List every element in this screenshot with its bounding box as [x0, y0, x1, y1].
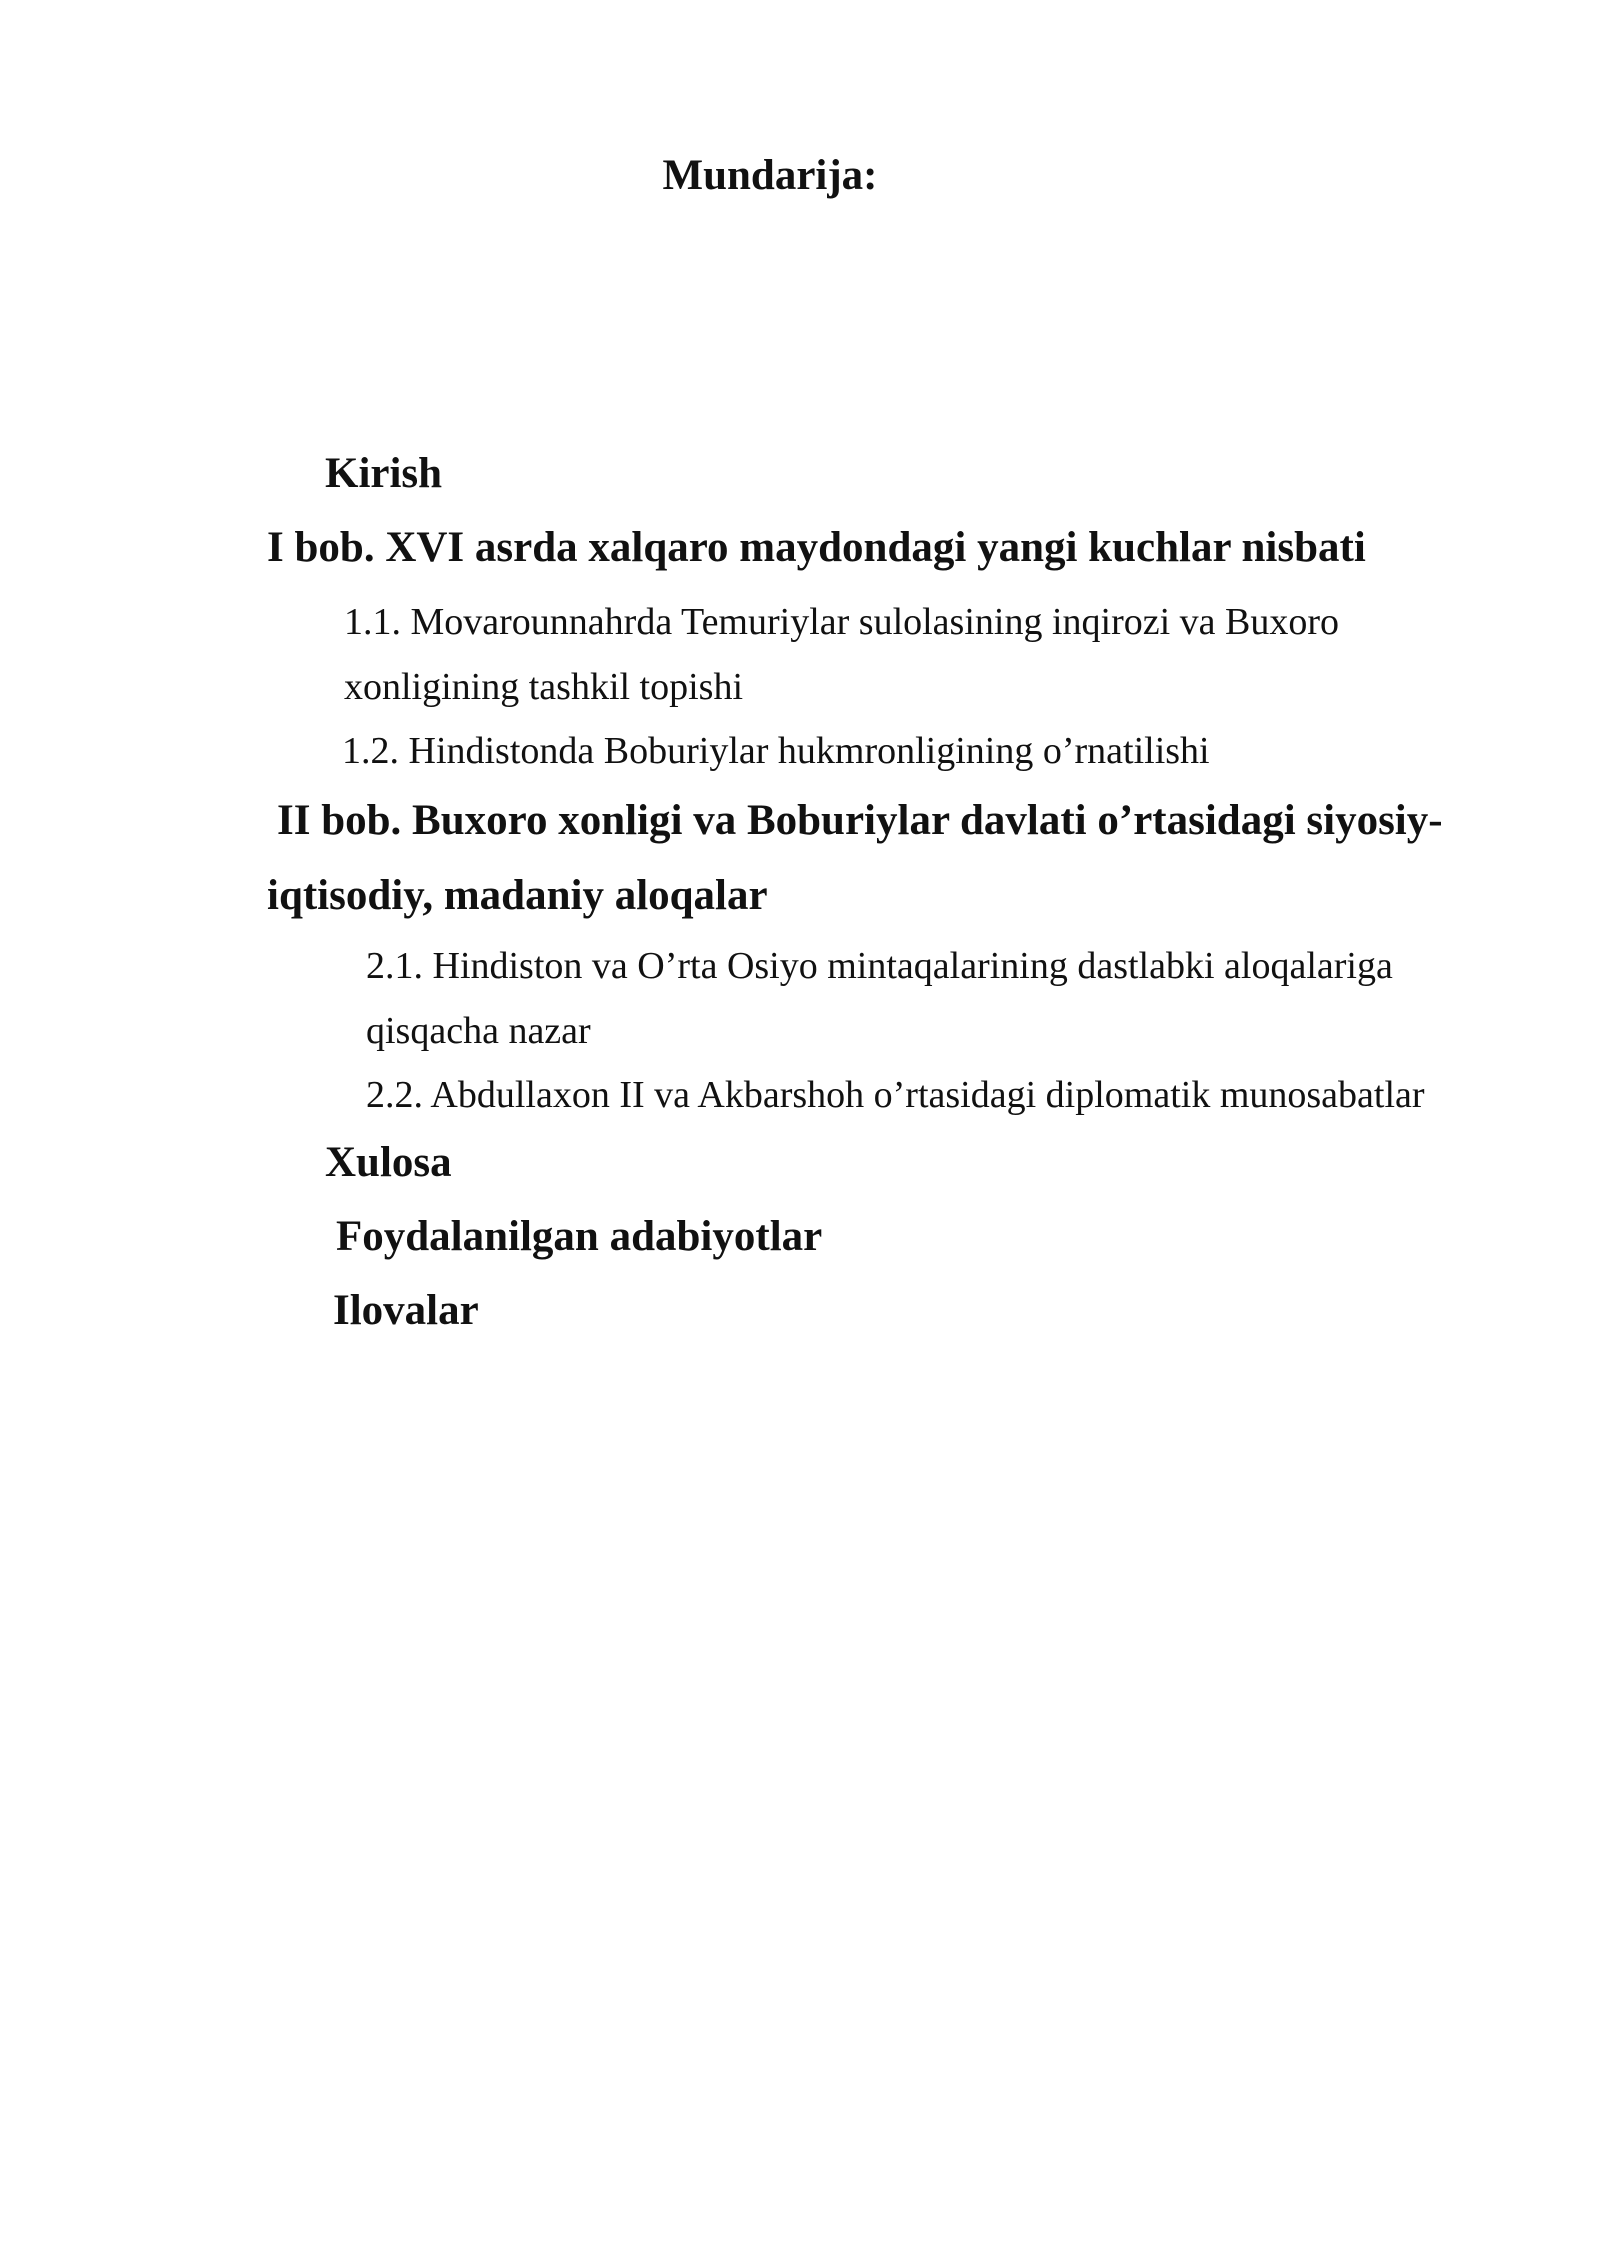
toc-entry-chapter-1: I bob. XVI asrda xalqaro maydondagi yangi kuchlar nisbati [267, 524, 1366, 571]
toc-entry-references: Foydalanilgan adabiyotlar [336, 1213, 823, 1260]
toc-entry-conclusion: Xulosa [325, 1139, 452, 1186]
toc-entry-section-1-2: 1.2. Hindistonda Boburiylar hukmronligining o’rnatilishi [342, 730, 1210, 772]
toc-title: Mundarija: [662, 152, 878, 199]
toc-entry-section-1-1: 1.1. Movarounnahrda Temuriylar sulolasining inqirozi va Buxoro xonligining tashkil topishi [344, 601, 1340, 708]
toc-entry-intro: Kirish [325, 450, 443, 497]
toc-entry-appendices: Ilovalar [333, 1287, 479, 1334]
toc-entry-chapter-2: II bob. Buxoro xonligi va Boburiylar davlati o’rtasidagi siyosiy-iqtisodiy, madaniy aloqalar [267, 797, 1443, 919]
toc-entry-section-2-1: 2.1. Hindiston va O’rta Osiyo mintaqalarining dastlabki aloqalariga qisqacha nazar [366, 945, 1393, 1052]
toc-entry-section-2-2: 2.2. Abdullaxon II va Akbarshoh o’rtasidagi diplomatik munosabatlar [366, 1074, 1425, 1116]
